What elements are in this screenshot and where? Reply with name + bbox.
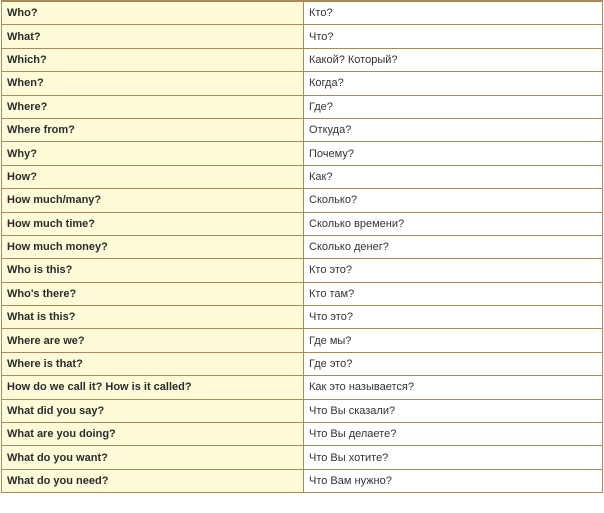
russian-translation: Что Вы сказали? [304, 399, 603, 422]
english-phrase: Where from? [2, 118, 304, 141]
table-row [2, 118, 603, 141]
table-row [2, 165, 603, 188]
english-phrase: How much/many? [2, 189, 304, 212]
english-phrase: Who is this? [2, 259, 304, 282]
english-phrase: Where is that? [2, 352, 304, 375]
table-row [2, 25, 603, 48]
table-row [2, 306, 603, 329]
table-row [2, 376, 603, 399]
russian-translation: Кто это? [304, 259, 603, 282]
russian-translation: Где мы? [304, 329, 603, 352]
english-phrase: What is this? [2, 306, 304, 329]
russian-translation: Где это? [304, 352, 603, 375]
russian-translation: Откуда? [304, 118, 603, 141]
english-phrase: How do we call it? How is it called? [2, 376, 304, 399]
russian-translation: Какой? Который? [304, 48, 603, 71]
russian-translation: Как это называется? [304, 376, 603, 399]
russian-translation: Кто там? [304, 282, 603, 305]
english-phrase: When? [2, 72, 304, 95]
english-phrase: What are you doing? [2, 423, 304, 446]
english-phrase: Where are we? [2, 329, 304, 352]
phrase-table-container [1, 0, 603, 493]
english-phrase: Who? [2, 1, 304, 25]
english-phrase: How much time? [2, 212, 304, 235]
table-row [2, 329, 603, 352]
table-row [2, 48, 603, 71]
table-row [2, 259, 603, 282]
russian-translation: Сколько? [304, 189, 603, 212]
table-row [2, 212, 603, 235]
russian-translation: Сколько времени? [304, 212, 603, 235]
question-words-table [1, 0, 603, 493]
table-body [2, 1, 603, 493]
russian-translation: Где? [304, 95, 603, 118]
russian-translation: Когда? [304, 72, 603, 95]
russian-translation: Почему? [304, 142, 603, 165]
english-phrase: How? [2, 165, 304, 188]
table-row [2, 282, 603, 305]
english-phrase: Where? [2, 95, 304, 118]
table-row [2, 423, 603, 446]
english-phrase: Why? [2, 142, 304, 165]
english-phrase: Who's there? [2, 282, 304, 305]
english-phrase: Which? [2, 48, 304, 71]
russian-translation: Как? [304, 165, 603, 188]
english-phrase: What? [2, 25, 304, 48]
russian-translation: Что Вам нужно? [304, 469, 603, 492]
table-row [2, 446, 603, 469]
table-row [2, 189, 603, 212]
table-row [2, 72, 603, 95]
russian-translation: Что Вы хотите? [304, 446, 603, 469]
table-row [2, 399, 603, 422]
english-phrase: How much money? [2, 235, 304, 258]
table-row [2, 142, 603, 165]
russian-translation: Сколько денег? [304, 235, 603, 258]
table-row [2, 235, 603, 258]
russian-translation: Что Вы делаете? [304, 423, 603, 446]
russian-translation: Что это? [304, 306, 603, 329]
english-phrase: What do you want? [2, 446, 304, 469]
english-phrase: What did you say? [2, 399, 304, 422]
table-row [2, 469, 603, 492]
table-row [2, 95, 603, 118]
english-phrase: What do you need? [2, 469, 304, 492]
table-row [2, 352, 603, 375]
russian-translation: Что? [304, 25, 603, 48]
russian-translation: Кто? [304, 1, 603, 25]
table-row [2, 1, 603, 25]
